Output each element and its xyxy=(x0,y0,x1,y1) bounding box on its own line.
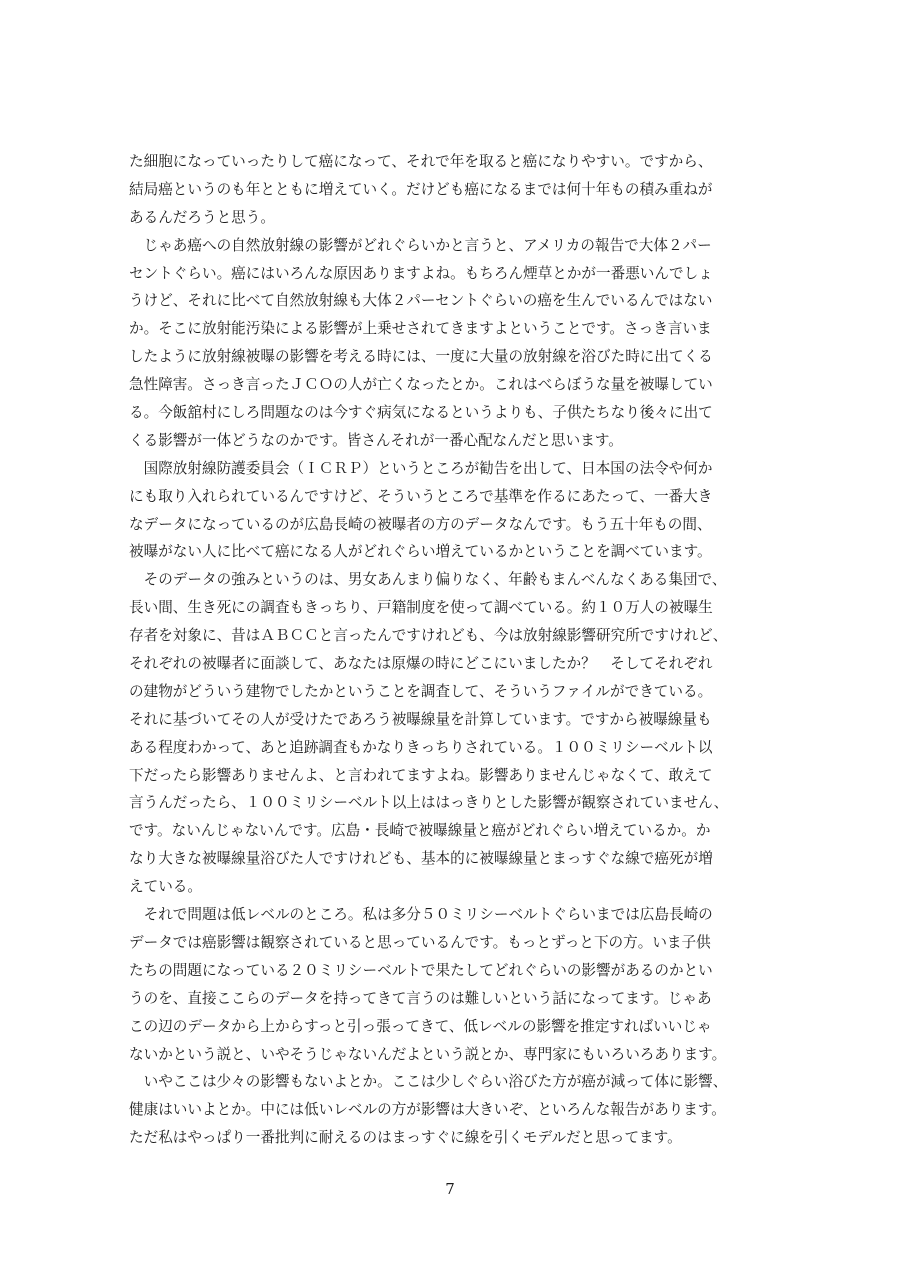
text-line: なデータになっているのが広島長崎の被曝者の方のデータなんです。もう五十年もの間、 xyxy=(129,515,712,533)
text-line: あるんだろうと思う。 xyxy=(129,208,275,226)
text-line: この辺のデータから上からすっと引っ張ってきて、低レベルの影響を推定すればいいじゃ xyxy=(129,1017,712,1035)
text-line: データでは癌影響は観察されていると思っているんです。もっとずっと下の方。いま子供 xyxy=(129,933,711,951)
text-line: ないかという説と、いやそうじゃないんだよという説とか、専門家にもいろいろあります。 xyxy=(129,1045,727,1063)
text-line: したように放射線被曝の影響を考える時には、一度に大量の放射線を浴びた時に出てくる xyxy=(129,348,713,366)
text-line: 健康はいいよとか。中には低いレベルの方が影響は大きいぞ、といろんな報告があります。 xyxy=(129,1101,726,1119)
text-line: それぞれの被曝者に面談して、あなたは原爆の時にどこにいましたか？ そしてそれぞれ xyxy=(129,655,713,673)
text-line: たちの問題になっている２０ミリシーベルトで果たしてどれぐらいの影響があるのかとい xyxy=(129,961,713,979)
text-line: それで問題は低レベルのところ。私は多分５０ミリシーベルトぐらいまでは広島長崎の xyxy=(129,906,713,924)
page-number: 7 xyxy=(445,1180,455,1198)
text-line: 国際放射線防護委員会（ＩＣＲＰ）というところが勧告を出して、日本国の法令や何か xyxy=(129,459,713,477)
text-line: 長い間、生き死にの調査もきっちり、戸籍制度を使って調べている。約１０万人の被曝生 xyxy=(129,599,713,617)
text-line: る。今飯舘村にしろ問題なのは今すぐ病気になるというよりも、子供たちなり後々に出て xyxy=(129,404,713,422)
text-line: ただ私はやっぱり一番批判に耐えるのはまっすぐに線を引くモデルだと思ってます。 xyxy=(129,1129,682,1147)
text-line: じゃあ癌への自然放射線の影響がどれぐらいかと言うと、アメリカの報告で大体２パー xyxy=(129,236,712,254)
text-line: にも取り入れられているんですけど、そういうところで基準を作るにあたって、一番大き xyxy=(129,487,713,505)
text-line: の建物がどういう建物でしたかということを調査して、そういうファイルができている。 xyxy=(129,682,713,700)
text-line: うけど、それに比べて自然放射線も大体２パーセントぐらいの癌を生んでいるんではない xyxy=(129,292,713,310)
text-line: くる影響が一体どうなのかです。皆さんそれが一番心配なんだと思います。 xyxy=(129,431,623,449)
text-line: 下だったら影響ありませんよ、と言われてますよね。影響ありませんじゃなくて、敢えて xyxy=(129,766,713,784)
text-line: えている。 xyxy=(129,878,202,896)
text-line: いやここは少々の影響もないよとか。ここは少しぐらい浴びた方が癌が減って体に影響、 xyxy=(129,1073,728,1091)
text-line: 結局癌というのも年とともに増えていく。だけども癌になるまでは何十年もの積み重ねが xyxy=(129,180,713,198)
text-line: 被曝がない人に比べて癌になる人がどれぐらい増えているかということを調べています。 xyxy=(129,543,712,561)
text-line: です。ないんじゃないんです。広島・長崎で被曝線量と癌がどれぐらい増えているか。か xyxy=(129,822,711,840)
text-line: なり大きな被曝線量浴びた人ですけれども、基本的に被曝線量とまっすぐな線で癌死が増 xyxy=(129,850,713,868)
text-line: 言うんだったら、１００ミリシーベルト以上ははっきりとした影響が観察されていません、 xyxy=(129,794,729,812)
body-text xyxy=(129,148,774,1152)
text-line: セントぐらい。癌にはいろんな原因ありますよね。もちろん煙草とかが一番悪いんでしょ xyxy=(129,264,713,282)
text-line: た細胞になっていったりして癌になって、それで年を取ると癌になりやすい。ですから、 xyxy=(129,153,713,170)
text-line: ある程度わかって、あと追跡調査もかなりきっちりされている。１００ミリシーベルト以 xyxy=(129,738,713,756)
text-line: 存者を対象に、昔はＡＢＣＣと言ったんですけれども、今は放射線影響研究所ですけれど、 xyxy=(129,627,728,645)
text-line: か。そこに放射能汚染による影響が上乗せされてきますよということです。さっき言いま xyxy=(129,320,712,338)
text-line: それに基づいてその人が受けたであろう被曝線量を計算しています。ですから被曝線量も xyxy=(129,710,712,728)
text-line: うのを、直接ここらのデータを持ってきて言うのは難しいという話になってます。じゃあ xyxy=(129,989,712,1007)
text-line: そのデータの強みというのは、男女あんまり偏りなく、年齢もまんべんなくある集団で、 xyxy=(129,571,727,589)
text-line: 急性障害。さっき言ったＪＣＯの人が亡くなったとか。これはべらぼうな量を被曝してい xyxy=(129,376,713,394)
